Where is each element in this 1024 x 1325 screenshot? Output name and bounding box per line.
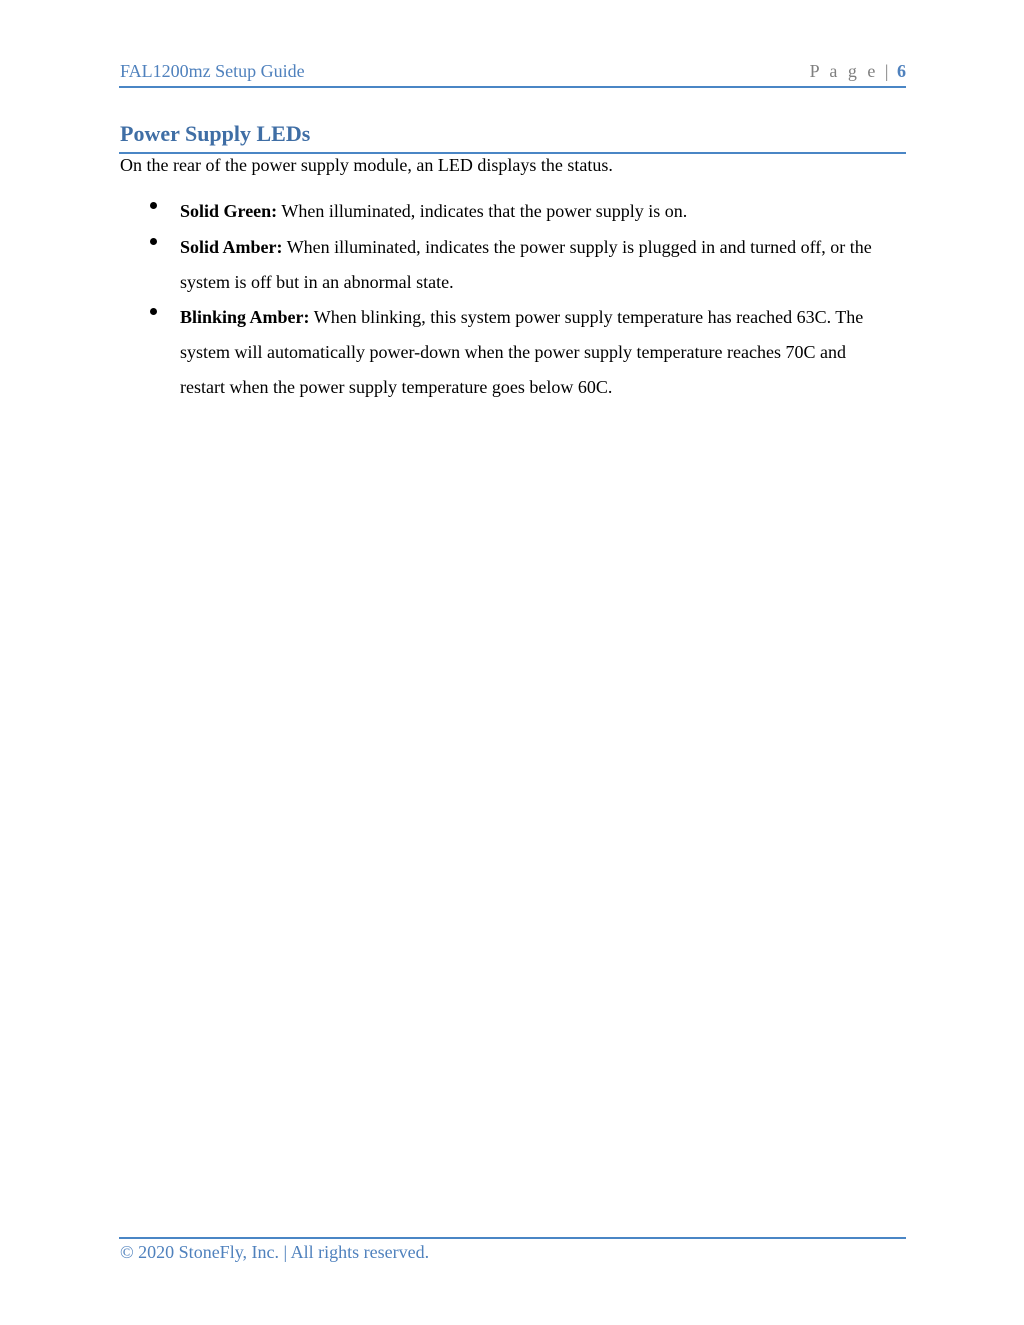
bullet-icon [150, 308, 157, 315]
section-heading [119, 120, 906, 154]
list-item-label: Solid Green: [180, 201, 278, 221]
list-item-text [180, 230, 915, 300]
page-footer [119, 1237, 906, 1262]
copyright-text: © 2020 StoneFly, Inc. | All rights reserved. [120, 1242, 430, 1262]
list-item-description: When illuminated, indicates the power supply is plugged in and turned off, or the system is off but in an abnormal state. [180, 237, 872, 292]
bullet-icon [150, 202, 157, 209]
page-indicator [810, 61, 906, 82]
page-number: 6 [897, 61, 906, 81]
page-word: P a g e [809, 61, 879, 81]
list-item-text [180, 300, 880, 405]
list-item-description: When illuminated, indicates that the power supply is on. [277, 201, 688, 221]
section-title: Power Supply LEDs [120, 121, 311, 146]
list-item-description: When blinking, this system power supply temperature has reached 63C. The system will automatically power-down when the power supply temperature reaches 70C and restart when the power supply temperature goes below 60C. [180, 307, 864, 397]
list-item-label: Blinking Amber: [180, 307, 310, 327]
list-item-label: Solid Amber: [180, 237, 283, 257]
page-header [119, 60, 906, 88]
document-title: FAL1200mz Setup Guide [120, 61, 305, 81]
bullet-icon [150, 238, 157, 245]
intro-paragraph: On the rear of the power supply module, an LED displays the status. [120, 155, 613, 175]
page-separator: | [884, 61, 889, 81]
list-item-text [180, 194, 915, 229]
